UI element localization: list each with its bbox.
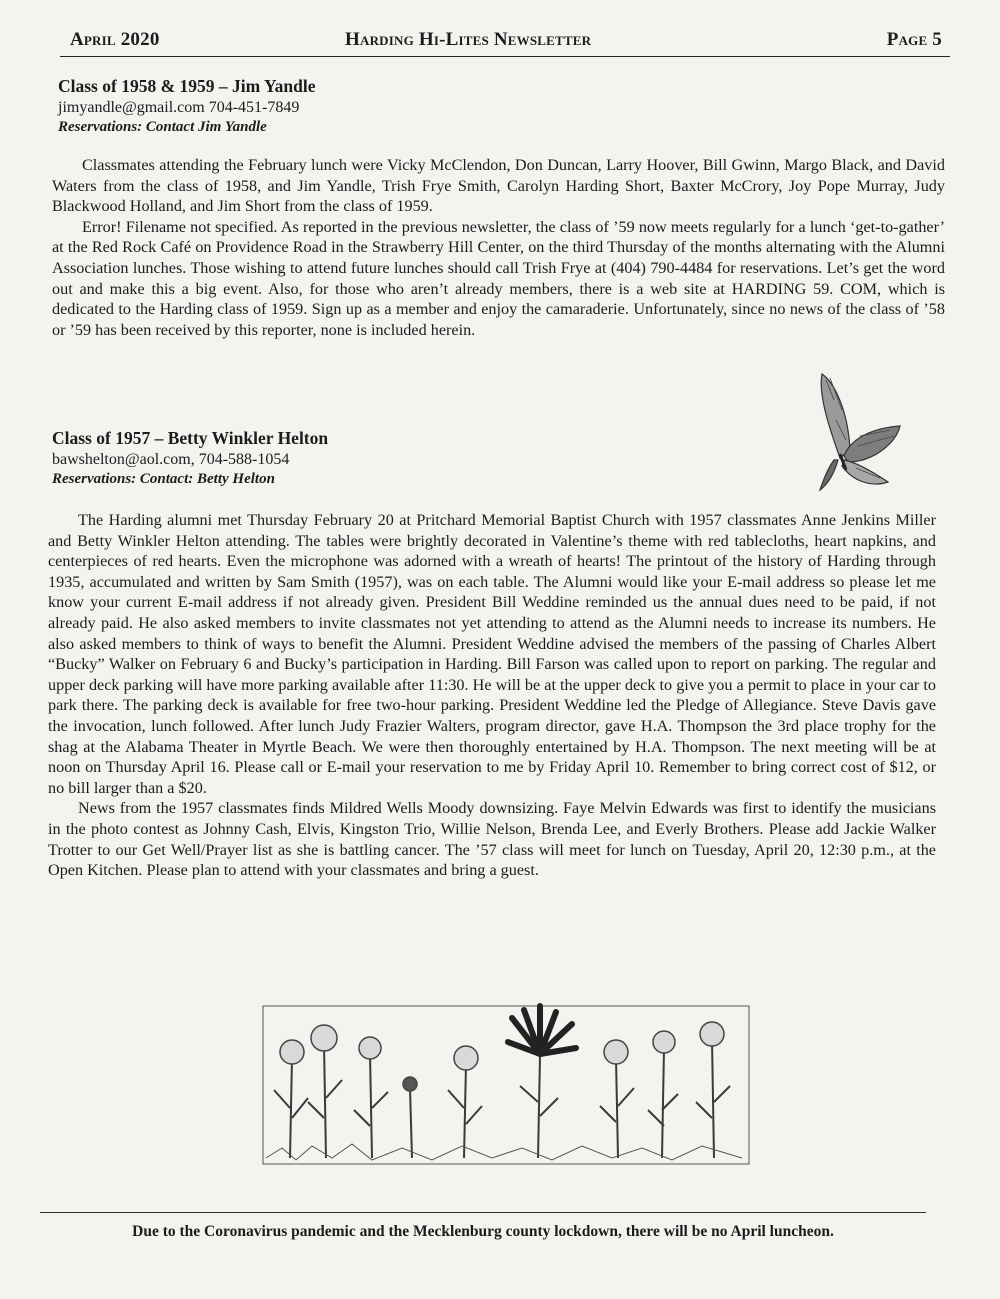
class-1957-header — [52, 428, 942, 489]
paragraph: Error! Filename not specified. As reported in the previous newsletter, the class of ’59 now meets regularly for a lunch ‘get-to-gather’ at the Red Rock Café on Providence Road in the Strawberry Hill Center, on the third Thursday of the months alternating with the Alumni Association lunches. Those wishing to attend future lunches should call Trish Frye at (404) 790-4484 for reservations. Let’s get the word out and make this a big event. Also, for those who aren’t already members, there is a web site at HARDING 59. COM, which is dedicated to the Harding class of 1959. Sign up as a member and enjoy the camaraderie. Unfortunately, since no news of the class of ’58 or ’59 has been received by this reporter, none is included herein. — [52, 217, 945, 339]
class-1958-1959-header — [58, 76, 948, 137]
paragraph: News from the 1957 classmates finds Mildred Wells Moody downsizing. Faye Melvin Edwards was first to identify the musicians in the photo contest as Johnny Cash, Elvis, Kingston Trio, Willie Nelson, Brenda Lee, and Everly Brothers. Please add Jackie Walker Trotter to our Get Well/Prayer list as she is battling cancer. The ’57 class will meet for lunch on Tuesday, April 20, 12:30 p.m., at the Open Kitchen. Please plan to attend with your classmates and bring a guest. — [48, 799, 936, 880]
flowers-drawing-icon — [262, 998, 752, 1166]
class-1958-1959-body — [52, 155, 945, 340]
section-title: Class of 1957 – Betty Winkler Helton — [52, 428, 329, 448]
section-title: Class of 1958 & 1959 – Jim Yandle — [58, 76, 316, 96]
contact-info: bawshelton@aol.com, 704-588-1054 — [52, 451, 290, 468]
paragraph: Classmates attending the February lunch were Vicky McClendon, Don Duncan, Larry Hoover, Bill Gwinn, Margo Black, and David Waters from the class of 1958, and Jim Yandle, Trish Frye Smith, Carolyn Harding Short, Baxter McCrory, Joy Pope Murray, Judy Blackwood Holland, and Jim Short from the class of 1959. — [52, 156, 945, 216]
reservations-note: Reservations: Contact: Betty Helton — [52, 471, 275, 487]
contact-info: jimyandle@gmail.com 704-451-7849 — [58, 99, 300, 116]
page-header — [60, 28, 950, 57]
lockdown-notice: Due to the Coronavirus pandemic and the Mecklenburg county lockdown, there will be no April luncheon. — [132, 1223, 834, 1240]
divider — [40, 1212, 926, 1213]
class-1957-body — [48, 510, 936, 881]
newsletter-title: Harding Hi-Lites Newsletter — [345, 29, 592, 50]
issue-date: April 2020 — [70, 29, 160, 50]
paragraph: The Harding alumni met Thursday February 20 at Pritchard Memorial Baptist Church with 1957 classmates Anne Jenkins Miller and Betty Winkler Helton attending. The tables were brightly decorated in Valentine’s theme with red tablecloths, heart napkins, and centerpieces of red hearts. Even the microphone was adorned with a wreath of hearts! The printout of the history of Harding through 1935, accumulated and written by Sam Smith (1957), was on each table. The Alumni would like your E-mail address so please let me know your current E-mail address if not already given. President Bill Weddine reminded us the annual dues need to be paid, if not already paid. He also asked members to invite classmates not yet attending to attend as the Alumni needs to increase its numbers. He also asked members to think of ways to benefit the Alumni. President Weddine advised the members of the passing of Charles Albert “Bucky” Walker on February 6 and Bucky’s participation in Harding. Bill Farson was called upon to report on parking. The regular and upper deck parking will have more parking available after 11:30. He will be at the upper deck to give you a permit to place in your car to park there. The parking deck is available for free two-hour parking. President Weddine led the Pledge of Allegiance. Steve Davis gave the invocation, lunch followed. After lunch Judy Frazier Walters, program director, gave H.A. Thompson the 3rd place trophy for the shag at the Alabama Theater in Myrtle Beach. We were then thoroughly entertained by H.A. Thompson. The next meeting will be at noon on Thursday April 16. Please call or E-mail your reservation to me by Friday April 10. Remember to bring correct cost of $12, or no bill larger than a $20. — [48, 511, 936, 797]
page-number: Page 5 — [886, 29, 942, 50]
reservations-note: Reservations: Contact Jim Yandle — [58, 119, 267, 135]
